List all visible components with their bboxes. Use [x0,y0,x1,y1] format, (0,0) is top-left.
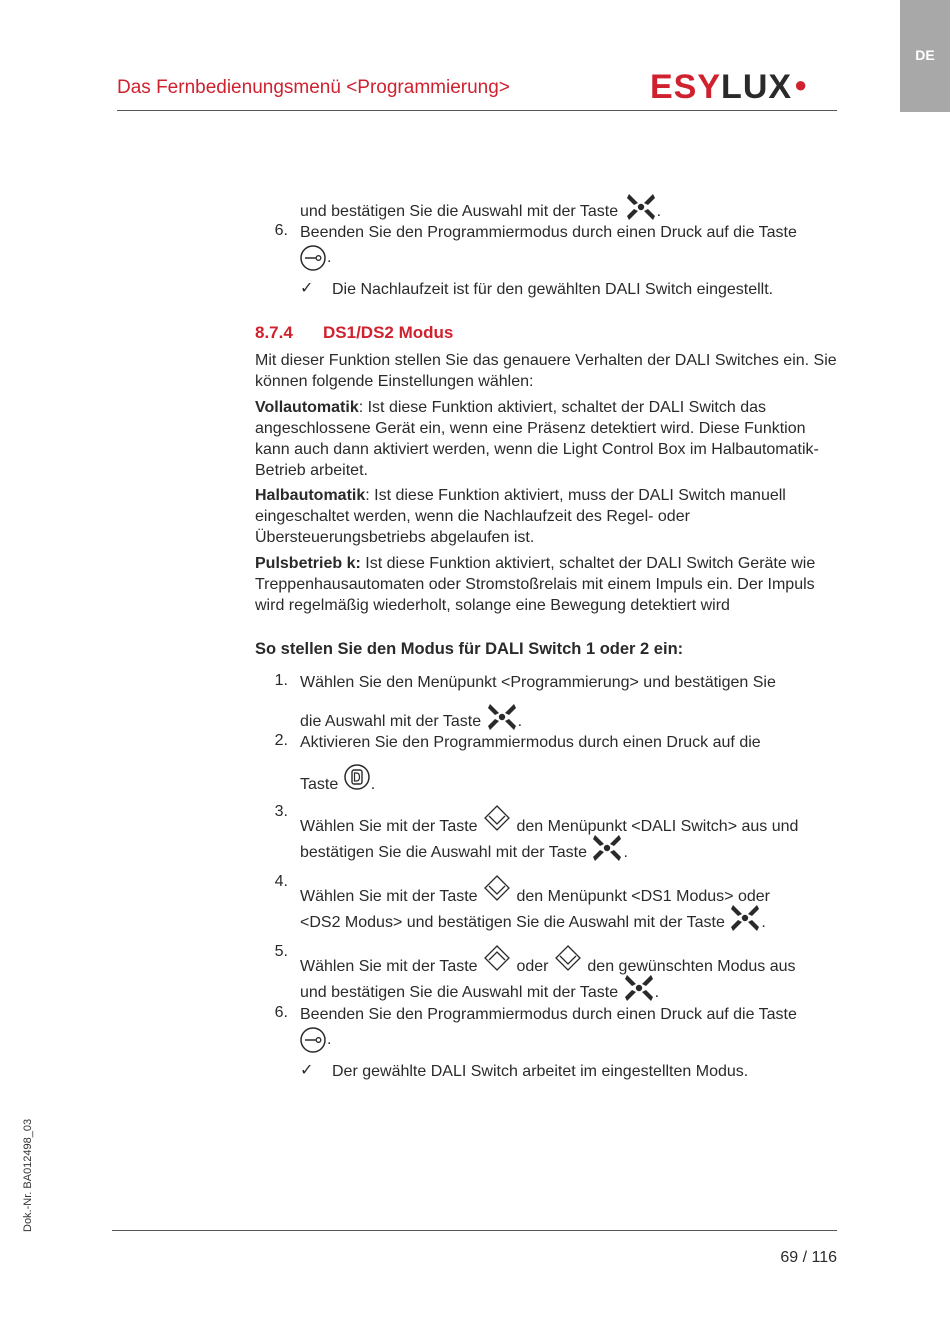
definition-halbautomatik [255,485,840,548]
language-tab[interactable]: DE [900,0,950,112]
ok-cross-icon [729,903,761,933]
result-text: Die Nachlaufzeit ist für den gewählten DALI Switch eingestellt. [332,281,774,298]
procedure-heading: So stellen Sie den Modus für DALI Switch 1 oder 2 ein: [255,640,684,658]
step-text: die Auswahl mit der Taste [300,713,482,730]
section-number: 8.7.4 [255,323,293,342]
step-text: Wählen Sie den Menüpunkt <Programmierung> und bestätigen Sie [300,674,776,691]
result-text: Der gewählte DALI Switch arbeitet im eingestellten Modus. [332,1063,749,1080]
punct: . [761,914,766,931]
ok-cross-icon [623,973,655,1003]
punct: . [370,776,376,793]
step-line [300,903,766,933]
logo-part-lux: LUX [721,68,793,106]
down-key-icon [553,943,583,973]
esylux-logo [650,68,808,107]
step-line [300,702,522,732]
check-icon: ✓ [300,1062,314,1079]
step-line [300,803,798,837]
up-key-icon [482,943,512,973]
d-key-icon [343,763,371,791]
definition-pulsbetrieb [255,553,840,616]
step-text: Aktivieren Sie den Programmiermodus durch einen Druck auf die [300,734,761,751]
step-text: Taste [300,776,339,793]
step-text: den Menüpunkt <DALI Switch> aus und [516,818,799,835]
page-number: 69 / 116 [780,1249,837,1266]
exit-key-icon [299,1026,327,1054]
step-text: <DS2 Modus> und bestätigen Sie die Auswahl mit der Taste [300,914,725,931]
step-text: den Menüpunkt <DS1 Modus> oder [516,888,770,905]
down-key-icon [482,873,512,903]
step-text: Wählen Sie mit der Taste [300,888,478,905]
step-text: Wählen Sie mit der Taste [300,958,478,975]
step-text: und bestätigen Sie die Auswahl mit der Taste [300,984,619,1001]
punct: . [517,713,523,730]
step-line [300,973,659,1003]
section-title: DS1/DS2 Modus [323,323,454,342]
definition-text: Ist diese Funktion aktiviert, schaltet der DALI Switch Geräte wie Treppenhausautomaten oder Stromstoßrelais mit einem Impuls ein. Der Impuls wird regelmäßig wiederholt, solange eine Bewegung detektiert wird [255,555,816,614]
definition-vollautomatik [255,397,840,481]
step-icon-line [299,244,331,272]
ok-cross-icon [591,833,623,863]
step-text: Wählen Sie mit der Taste [300,818,478,835]
continued-step-text: und bestätigen Sie die Auswahl mit der Taste [300,203,619,220]
step-number: 1. [274,672,288,689]
step-number: 6. [274,1004,288,1021]
step-line [300,943,796,977]
step-text: Beenden Sie den Programmiermodus durch einen Druck auf die Taste [300,224,797,241]
step-text: oder [516,958,549,975]
punct: . [656,203,662,220]
logo-dot-icon: ● [794,72,809,97]
step-icon-line [299,1026,331,1054]
punct: . [623,844,628,861]
punct: . [327,249,332,267]
step-line [300,763,375,795]
continued-step-line [300,192,661,222]
definition-term: Pulsbetrieb k: [255,555,361,572]
punct: . [327,1031,332,1049]
document-number: Dok.-Nr. BA012498_03 [22,1118,34,1232]
step-text: bestätigen Sie die Auswahl mit der Taste [300,844,587,861]
footer-divider [112,1230,837,1231]
definition-text: : Ist diese Funktion aktiviert, muss der DALI Switch manuell eingeschaltet werden, wenn die Nachlaufzeit des Regel- oder Übersteuerungsbetriebs abgelaufen ist. [255,487,786,546]
step-number: 3. [274,803,288,820]
step-line [300,873,770,907]
header-divider [117,110,837,111]
definition-text: : Ist diese Funktion aktiviert, schaltet der DALI Switch das angeschlossene Gerät ein, wenn eine Präsenz detektiert wird. Diese Funktion kann auch dann aktiviert werden, wenn die Light Control Box im Halbautomatik-Betrieb arbeitet. [255,399,819,479]
step-text: Beenden Sie den Programmiermodus durch einen Druck auf die Taste [300,1006,797,1023]
definition-term: Halbautomatik [255,487,366,504]
section-heading [255,323,453,343]
step-number: 2. [274,732,288,749]
check-icon: ✓ [300,280,314,297]
down-key-icon [482,803,512,833]
section-intro: Mit dieser Funktion stellen Sie das genauere Verhalten der DALI Switches ein. Sie können folgende Einstellungen wählen: [255,352,837,390]
logo-part-esy: ESY [650,68,722,106]
exit-key-icon [299,244,327,272]
step-line [300,833,628,863]
step-number: 6. [274,222,288,239]
ok-cross-icon [486,702,518,732]
punct: . [654,984,660,1001]
step-text: den gewünschten Modus aus [587,958,796,975]
ok-cross-icon [625,192,657,222]
step-number: 5. [274,943,288,960]
definition-term: Vollautomatik [255,399,359,416]
step-number: 4. [274,873,288,890]
page-header-title: Das Fernbedienungsmenü <Programmierung> [117,77,510,98]
